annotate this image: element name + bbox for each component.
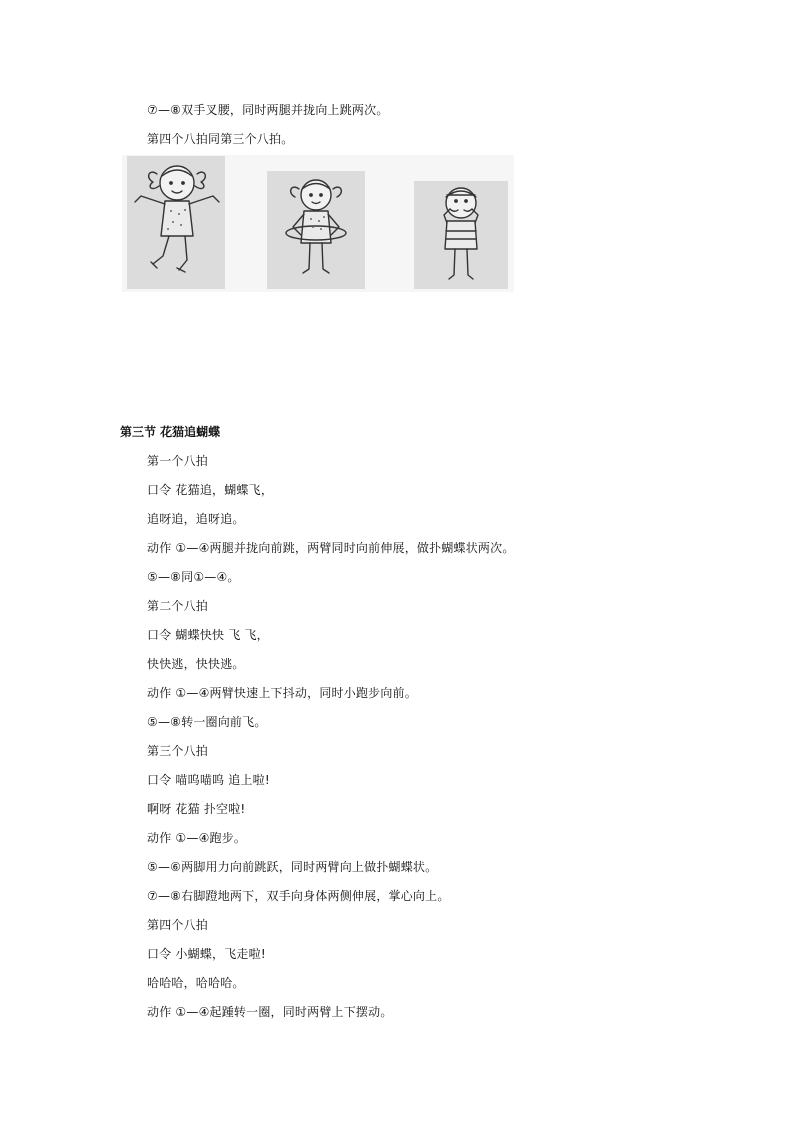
section-line: 第二个八拍: [147, 599, 209, 613]
section-line: 啊呀 花猫 扑空啦!: [147, 802, 246, 816]
section-line: 第四个八拍: [147, 918, 209, 932]
section-line: 快快逃，快快逃。: [147, 657, 245, 671]
section-title: 第三节 花猫追蝴蝶: [120, 425, 221, 439]
instruction-line: ⑦—⑧双手叉腰，同时两腿并拢向上跳两次。: [147, 103, 389, 117]
section-line: 动作 ①—④起踵转一圈，同时两臂上下摆动。: [147, 1005, 393, 1019]
section-line: 第三个八拍: [147, 744, 209, 758]
section-line: 口令 蝴蝶快快 飞 飞，: [147, 628, 269, 642]
section-line: 动作 ①—④跑步。: [147, 831, 247, 845]
section-line: 口令 喵呜喵呜 追上啦!: [147, 773, 270, 787]
section-line: 动作 ①—④两臂快速上下抖动，同时小跑步向前。: [147, 686, 417, 700]
section-line: ⑦—⑧右脚蹬地两下，双手向身体两侧伸展，掌心向上。: [147, 889, 450, 903]
child-hands-at-mouth-icon: [414, 181, 508, 289]
instruction-line: 第四个八拍同第三个八拍。: [147, 132, 294, 146]
child-hands-on-hips-icon: [267, 171, 365, 289]
section-line: 口令 花猫追，蝴蝶飞，: [147, 483, 274, 497]
section-line: 动作 ①—④两腿并拢向前跳，两臂同时向前伸展，做扑蝴蝶状两次。: [147, 541, 515, 555]
section-line: ⑤—⑥两脚用力向前跳跃，同时两臂向上做扑蝴蝶状。: [147, 860, 438, 874]
section-line: 哈哈哈，哈哈哈。: [147, 976, 245, 990]
section-line: 第一个八拍: [147, 454, 209, 468]
child-arms-raised-jumping-icon: [127, 156, 225, 289]
section-line: ⑤—⑧转一圈向前飞。: [147, 715, 267, 729]
section-line: ⑤—⑧同①—④。: [147, 570, 240, 584]
section-line: 口令 小蝴蝶，飞走啦!: [147, 947, 266, 961]
section-line: 追呀追，追呀追。: [147, 512, 245, 526]
